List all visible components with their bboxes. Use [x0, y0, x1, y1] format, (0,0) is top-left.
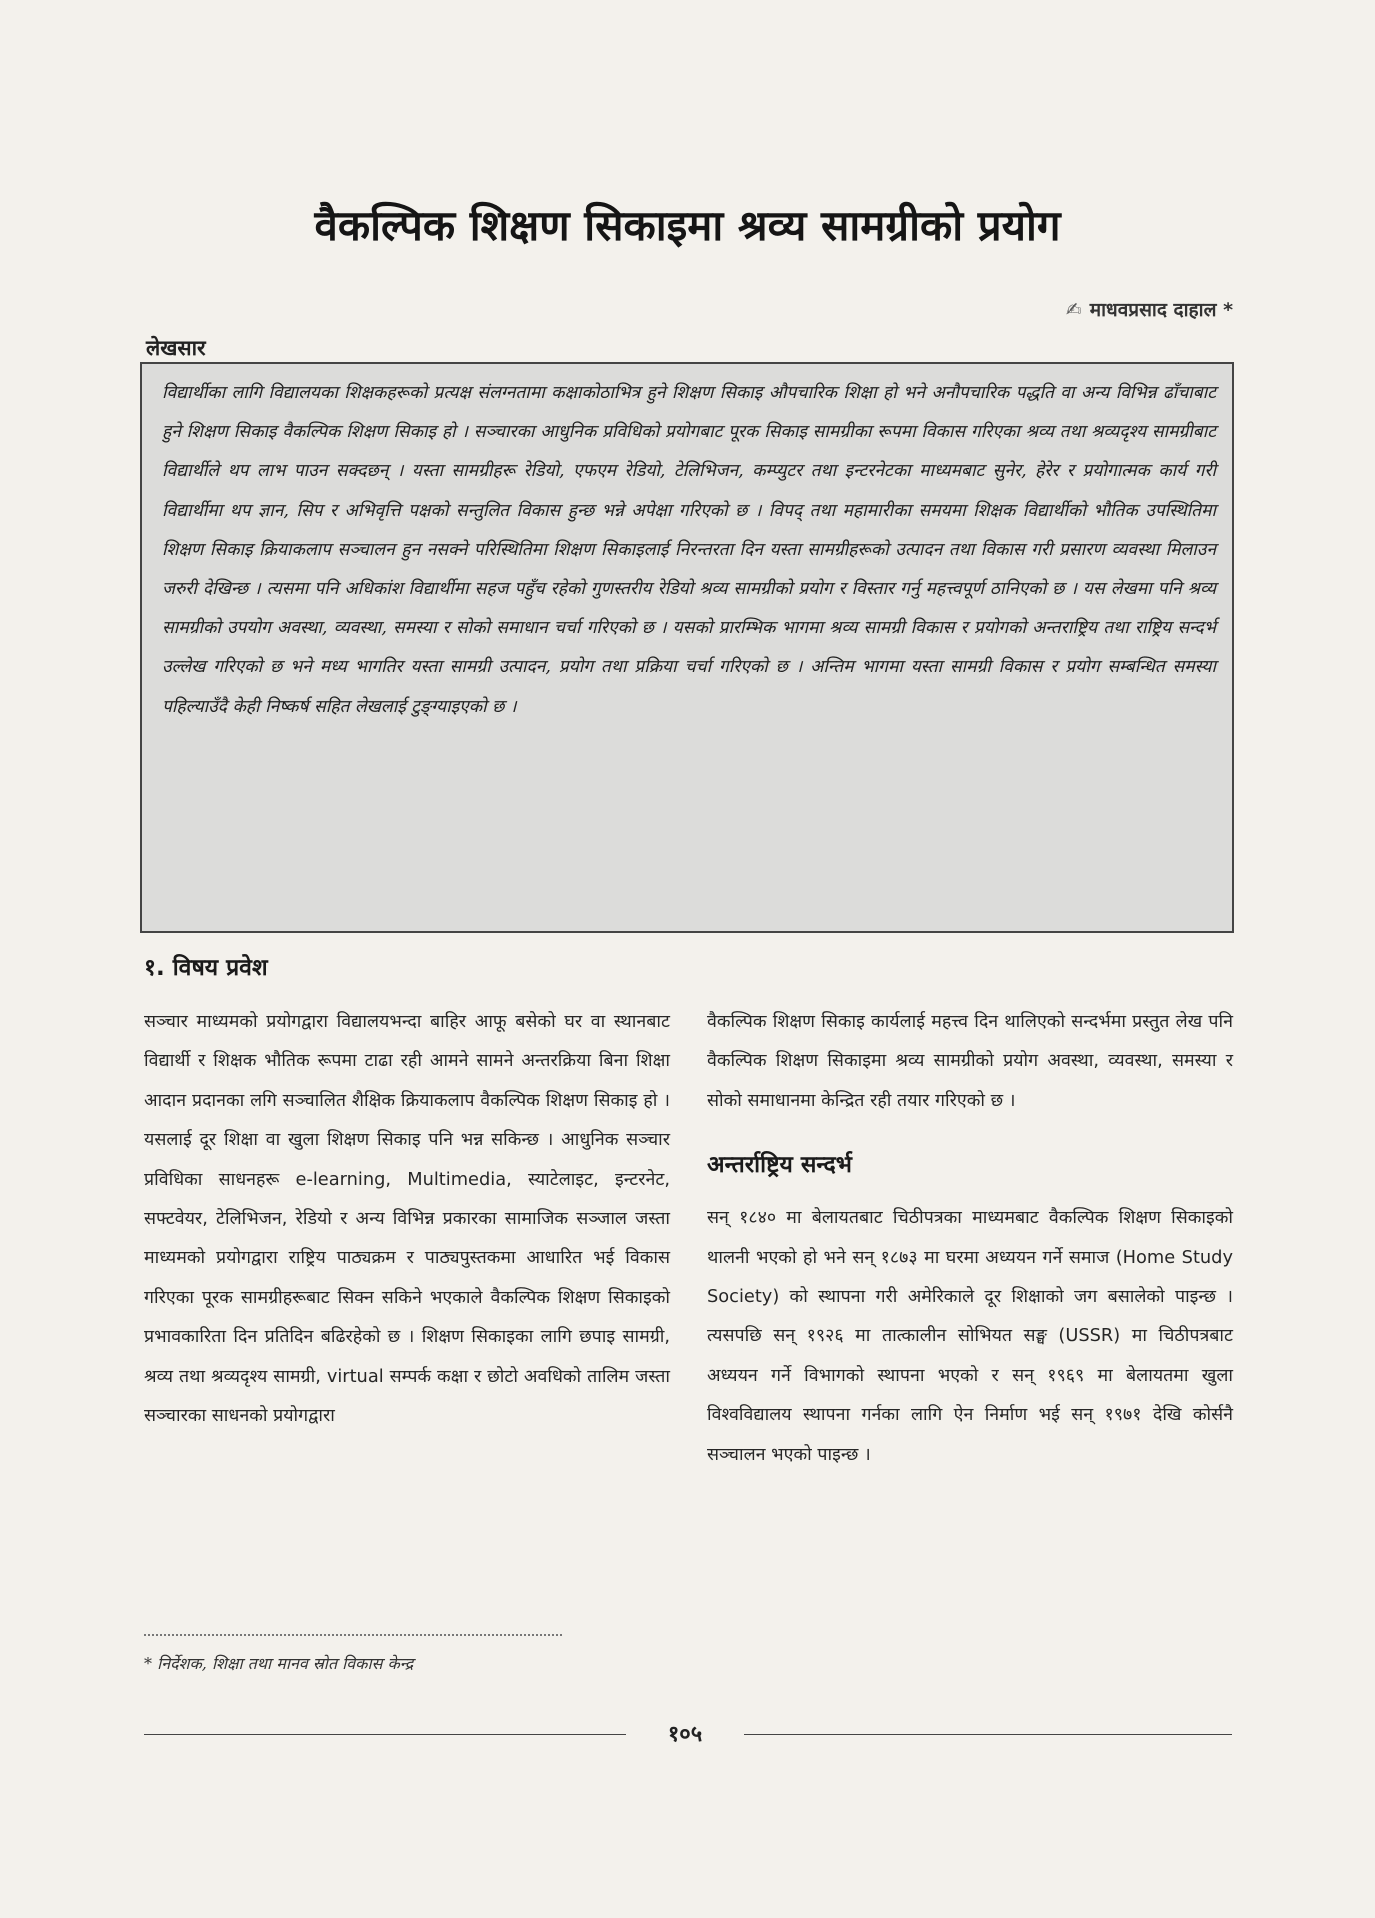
author-line — [1066, 296, 1233, 322]
section-heading-introduction: १. विषय प्रवेश — [144, 955, 268, 981]
right-column — [707, 1002, 1233, 1474]
page-footer-rule-left — [144, 1734, 626, 1735]
footnote: * निर्देशक, शिक्षा तथा मानव स्रोत विकास केन्द्र — [144, 1654, 414, 1673]
international-paragraph: सन् १८४० मा बेलायतबाट चिठीपत्रका माध्यमबाट वैकल्पिक शिक्षण सिकाइको थालनी भएको हो भने सन् १८७३ मा घरमा अध्ययन गर्ने समाज (Home Study Society) को स्थापना गरी अमेरिकाले दूर शिक्षाको जग बसालेको पाइन्छ । त्यसपछि सन् १९२६ मा तात्कालीन सोभियत सङ्घ (USSR) मा चिठीपत्रबाट अध्ययन गर्ने विभागको स्थापना भएको र सन् १९६९ मा बेलायतमा खुला विश्वविद्यालय स्थापना गर्नका लागि ऐन निर्माण भई सन् १९७१ देखि कोर्सनै सञ्चालन भएको पाइन्छ । — [707, 1207, 1233, 1465]
footnote-divider — [144, 1634, 562, 1636]
page-footer-rule-right — [744, 1734, 1232, 1735]
article-title: वैकल्पिक शिक्षण सिकाइमा श्रव्य सामग्रीको प्रयोग — [314, 201, 1061, 250]
abstract-box — [140, 362, 1234, 933]
abstract-heading: लेखसार — [146, 336, 206, 360]
section-heading-international: अन्तर्राष्ट्रिय सन्दर्भ — [707, 1152, 852, 1179]
author-name: माधवप्रसाद दाहाल * — [1089, 299, 1233, 321]
page-number: १०५ — [667, 1722, 703, 1747]
intro-paragraph-right: वैकल्पिक शिक्षण सिकाइ कार्यलाई महत्त्व दिन थालिएको सन्दर्भमा प्रस्तुत लेख पनि वैकल्पिक शिक्षण सिकाइमा श्रव्य सामग्रीको प्रयोग अवस्था, व्यवस्था, समस्या र सोको समाधानमा केन्द्रित रही तयार गरिएको छ । — [707, 1011, 1233, 1111]
intro-paragraph-left: सञ्चार माध्यमको प्रयोगद्वारा विद्यालयभन्दा बाहिर आफू बसेको घर वा स्थानबाट विद्यार्थी र शिक्षक भौतिक रूपमा टाढा रही आमने सामने अन्तरक्रिया बिना शिक्षा आदान प्रदानका लगि सञ्चालित शैक्षिक क्रियाकलाप वैकल्पिक शिक्षण सिकाइ हो । यसलाई दूर शिक्षा वा खुला शिक्षण सिकाइ पनि भन्न सकिन्छ । आधुनिक सञ्चार प्रविधिका साधनहरू e-learning, Multimedia, स्याटेलाइट, इन्टरनेट, सफ्टवेयर, टेलिभिजन, रेडियो र अन्य विभिन्न प्रकारका सामाजिक सञ्जाल जस्ता माध्यमको प्रयोगद्वारा राष्ट्रिय पाठ्यक्रम र पाठ्यपुस्तकमा आधारित भई विकास गरिएका पूरक सामग्रीहरूबाट सिक्न सकिने भएकाले वैकल्पिक शिक्षण सिकाइको प्रभावकारिता दिन प्रतिदिन बढिरहेको छ । शिक्षण सिकाइका लागि छपाइ सामग्री, श्रव्य तथा श्रव्यदृश्य सामग्री, virtual सम्पर्क कक्षा र छोटो अवधिको तालिम जस्ता सञ्चारका साधनको प्रयोगद्वारा — [144, 1011, 670, 1427]
pen-writing-icon: ✍ — [1065, 299, 1082, 321]
left-column — [144, 1002, 670, 1435]
abstract-text: विद्यार्थीका लागि विद्यालयका शिक्षकहरूको प्रत्यक्ष संलग्नतामा कक्षाकोठाभित्र हुने शिक्षण सिकाइ औपचारिक शिक्षा हो भने अनौपचारिक पद्धति वा अन्य विभिन्न ढाँचाबाट हुने शिक्षण सिकाइ वैकल्पिक शिक्षण सिकाइ हो । सञ्चारका आधुनिक प्रविधिको प्रयोगबाट पूरक सिकाइ सामग्रीका रूपमा विकास गरिएका श्रव्य तथा श्रव्यदृश्य सामग्रीबाट विद्यार्थीले थप लाभ पाउन सक्दछन् । यस्ता सामग्रीहरू रेडियो, एफएम रेडियो, टेलिभिजन, कम्प्युटर तथा इन्टरनेटका माध्यमबाट सुनेर, हेरेर र प्रयोगात्मक कार्य गरी विद्यार्थीमा थप ज्ञान, सिप र अभिवृत्ति पक्षको सन्तुलित विकास हुन्छ भन्ने अपेक्षा गरिएको छ । विपद् तथा महामारीका समयमा शिक्षक विद्यार्थीको भौतिक उपस्थितिमा शिक्षण सिकाइ क्रियाकलाप सञ्चालन हुन नसक्ने परिस्थितिमा शिक्षण सिकाइलाई निरन्तरता दिन यस्ता सामग्रीहरूको उत्पादन तथा विकास गरी प्रसारण व्यवस्था मिलाउन जरुरी देखिन्छ । त्यसमा पनि अधिकांश विद्यार्थीमा सहज पहुँच रहेको गुणस्तरीय रेडियो श्रव्य सामग्रीको प्रयोग र विस्तार गर्नु महत्त्वपूर्ण ठानिएको छ । यस लेखमा पनि श्रव्य सामग्रीको उपयोग अवस्था, व्यवस्था, समस्या र सोको समाधान चर्चा गरिएको छ । यसको प्रारम्भिक भागमा श्रव्य सामग्री विकास र प्रयोगको अन्तराष्ट्रिय तथा राष्ट्रिय सन्दर्भ उल्लेख गरिएको छ भने मध्य भागतिर यस्ता सामग्री उत्पादन, प्रयोग तथा प्रक्रिया चर्चा गरिएको छ । अन्तिम भागमा यस्ता सामग्री विकास र प्रयोग सम्बन्धित समस्या पहिल्याउँदै केही निष्कर्ष सहित लेखलाई टुङ्ग्याइएको छ । — [162, 383, 1216, 717]
